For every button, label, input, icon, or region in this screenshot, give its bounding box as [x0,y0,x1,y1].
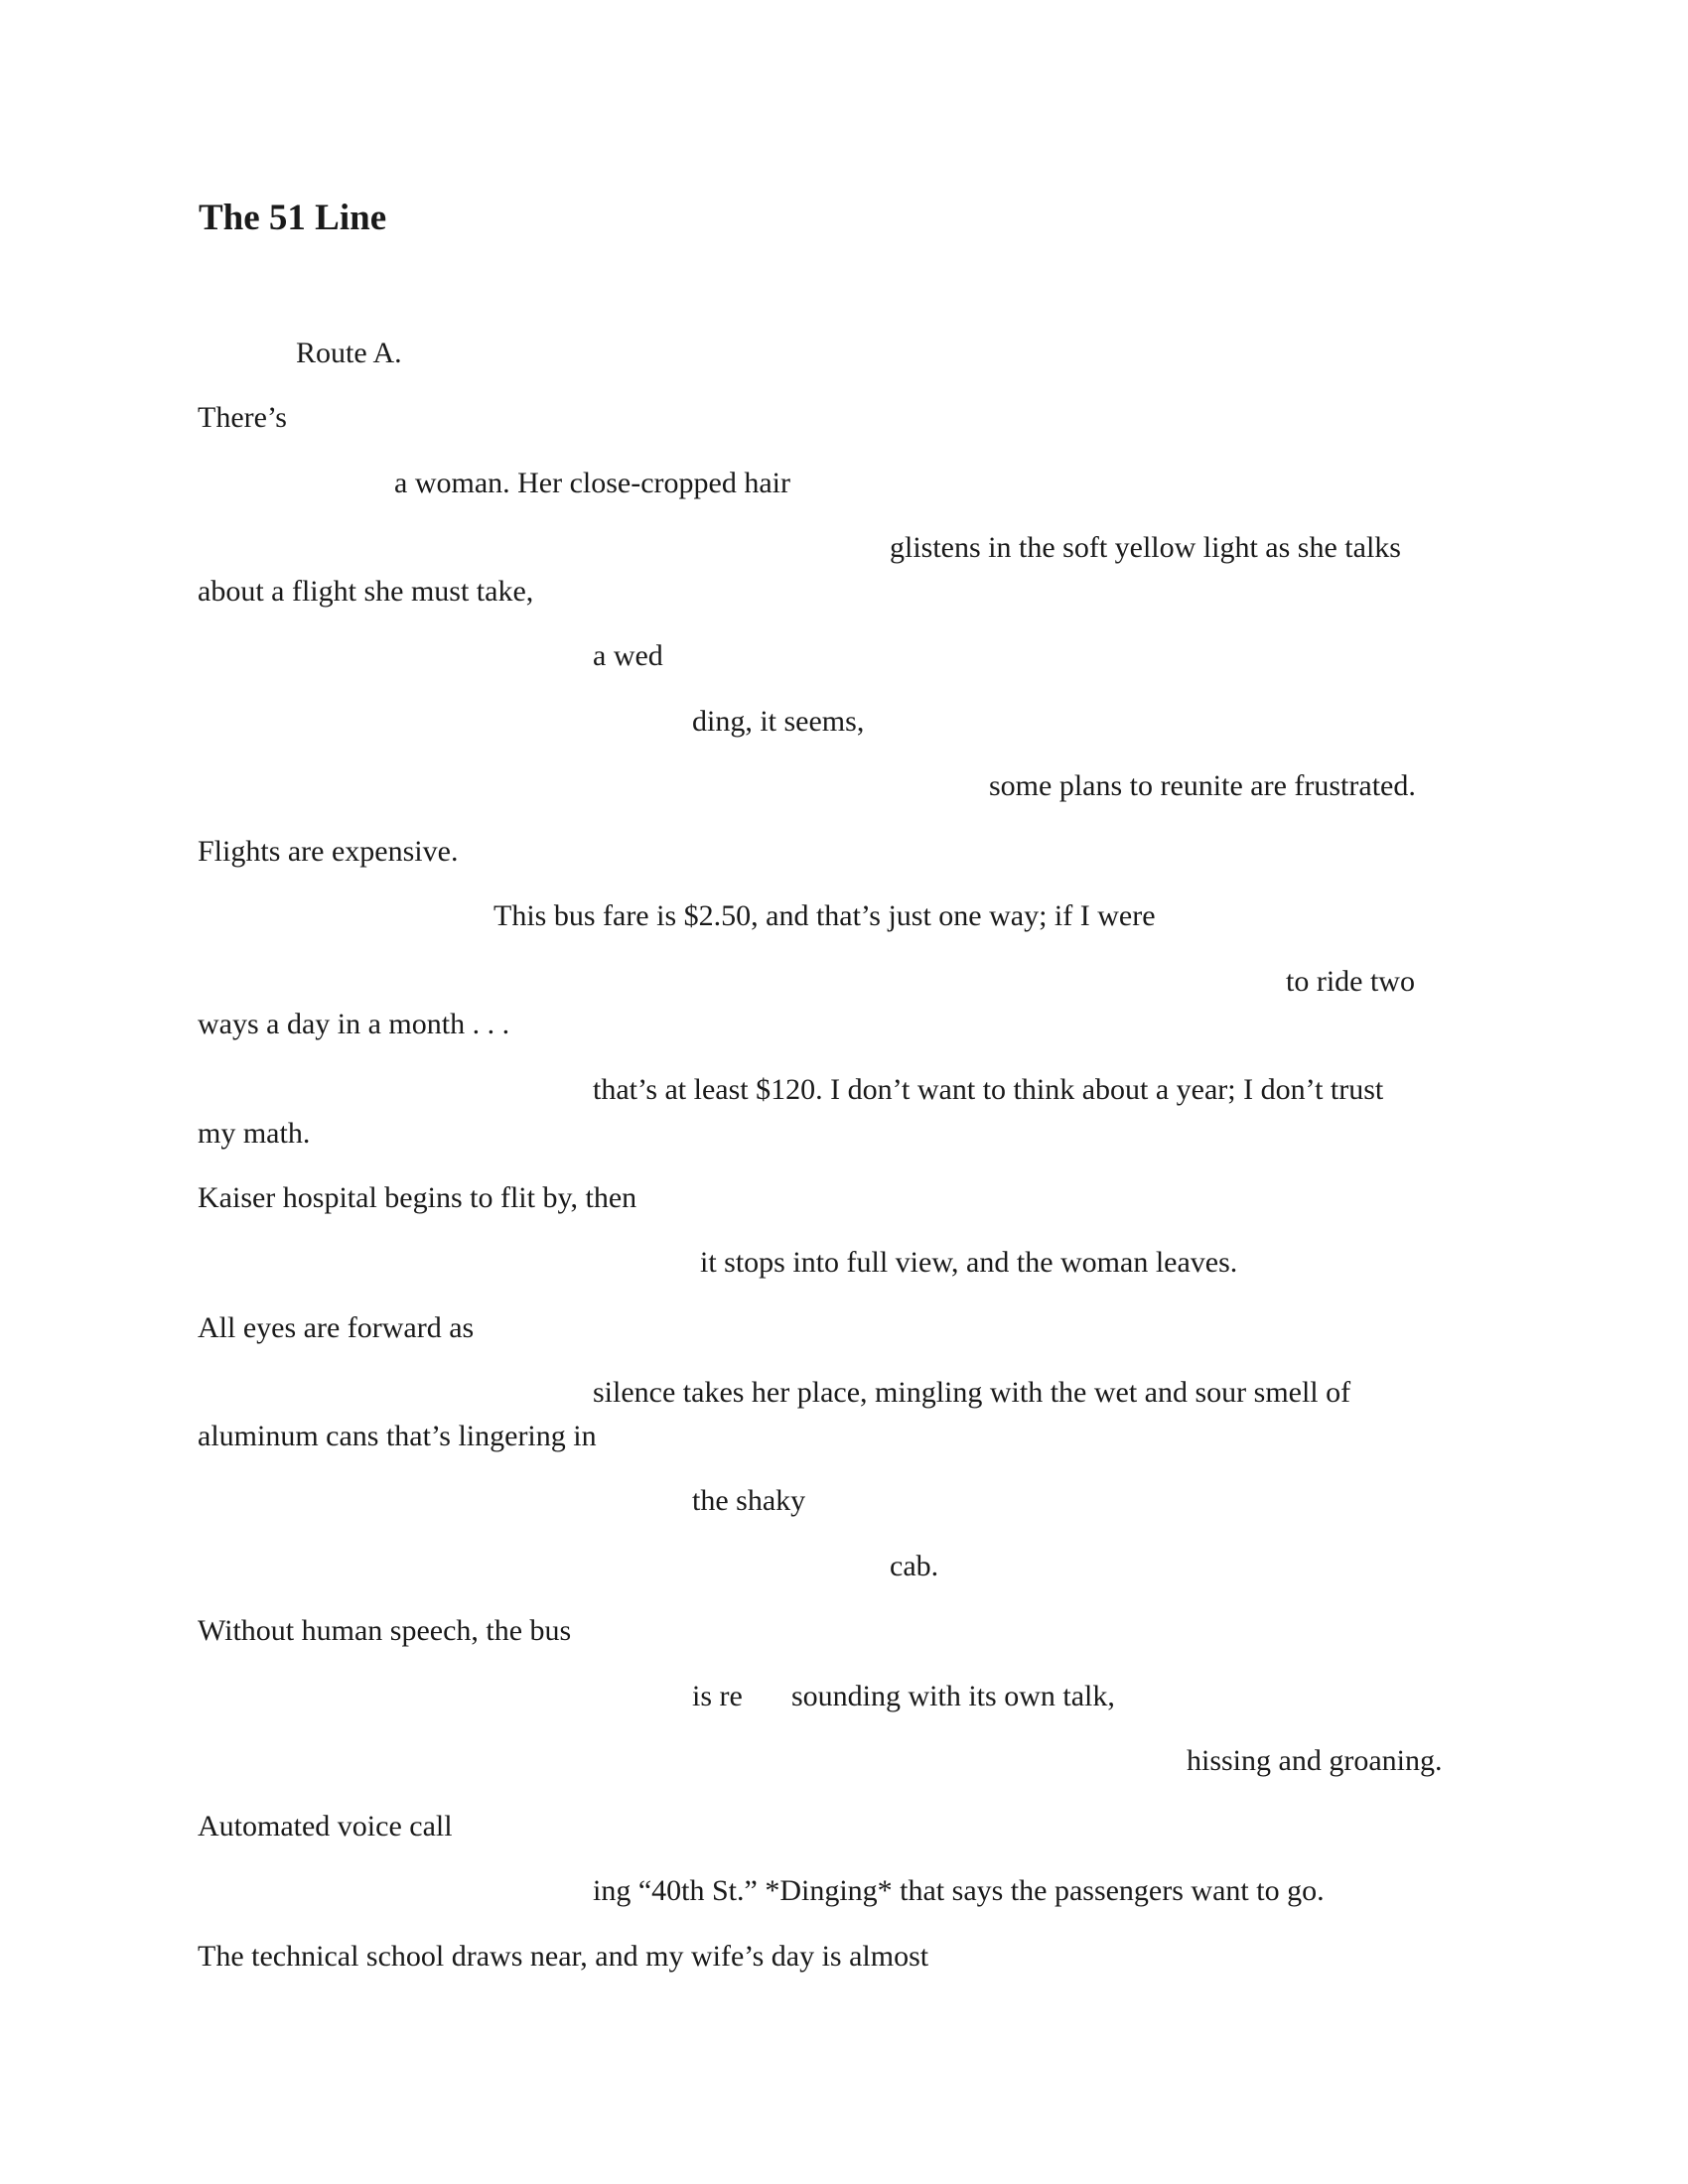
poem-line: There’s [198,401,287,434]
poem-line: ing “40th St.” *Dinging* that says the passengers want to go. [593,1874,1325,1907]
poem-line: hissing and groaning. [1187,1744,1443,1777]
poem-line: glistens in the soft yellow light as she talks [890,531,1401,564]
poem-line: silence takes her place, mingling with the wet and sour smell of [593,1376,1351,1409]
poem-line: cab. [890,1550,939,1582]
poem-line: Kaiser hospital begins to flit by, then [198,1181,637,1214]
poem-title: The 51 Line [199,198,387,238]
poem-line: a woman. Her close-cropped hair [394,467,790,499]
poem-line: The technical school draws near, and my wife’s day is almost [198,1940,929,1973]
poem-line: All eyes are forward as [198,1311,475,1344]
poem-line: Flights are expensive. [198,835,459,868]
poem-line: is re [692,1680,743,1712]
poem-line: it stops into full view, and the woman leaves. [700,1246,1238,1279]
poem-line: This bus fare is $2.50, and that’s just one way; if I were [493,899,1156,932]
poem-line: Route A. [296,337,402,369]
poem-line: ding, it seems, [692,705,865,738]
poem-line: my math. [198,1117,311,1150]
poem-line: Without human speech, the bus [198,1614,572,1647]
poem-line: the shaky [692,1484,806,1517]
poem-line: some plans to reunite are frustrated. [989,769,1416,802]
poem-line: that’s at least $120. I don’t want to think about a year; I don’t trust [593,1073,1384,1106]
poem-line: sounding with its own talk, [791,1680,1115,1712]
poem-line: aluminum cans that’s lingering in [198,1420,597,1452]
poem-line: a wed [593,639,663,672]
poem-line: about a flight she must take, [198,575,534,608]
poem-line: to ride two [1286,965,1415,998]
poem-line: ways a day in a month . . . [198,1008,510,1040]
poem-line: Automated voice call [198,1810,453,1843]
